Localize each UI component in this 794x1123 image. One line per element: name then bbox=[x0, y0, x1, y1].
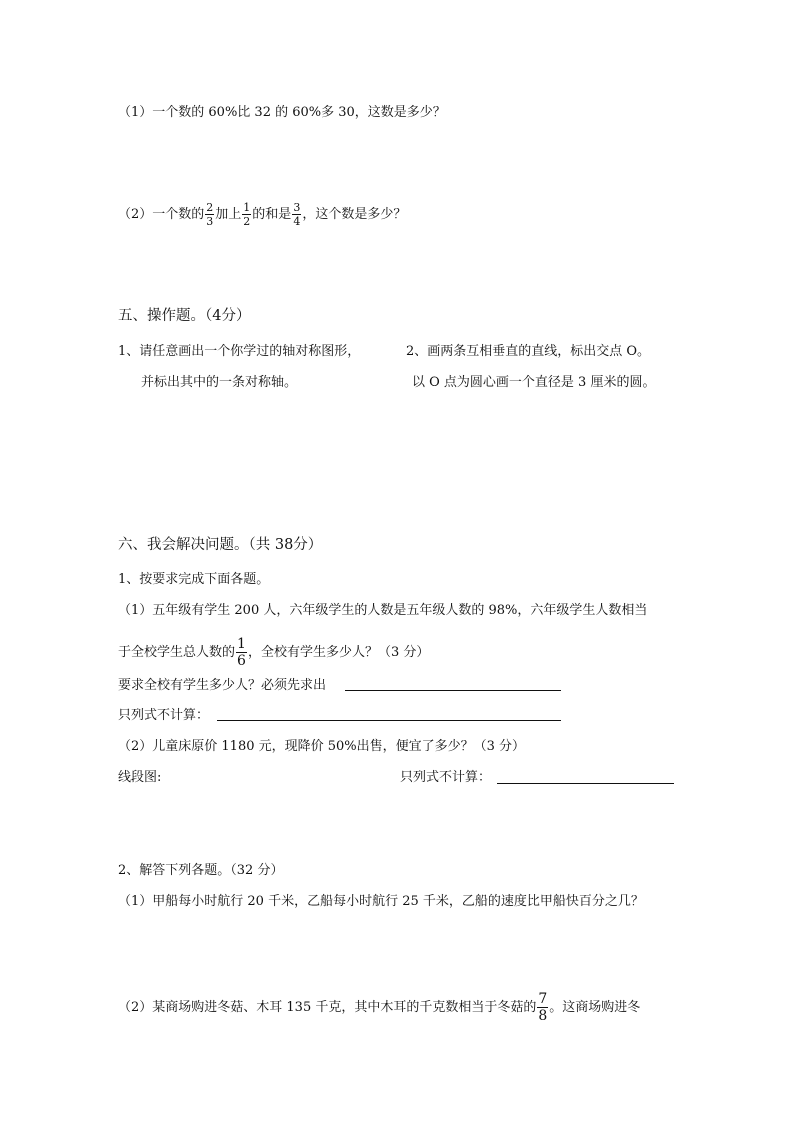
answer-blank-formula-2[interactable] bbox=[497, 783, 674, 784]
q4-item-2-mid2: 的和是 bbox=[252, 207, 292, 222]
section-6-part2-q1: （1）甲船每小时航行 20 千米，乙船每小时航行 25 千米，乙船的速度比甲船快百分之几？ bbox=[118, 894, 644, 909]
prompt-formula-only: 只列式不计算： bbox=[118, 708, 210, 723]
q4-item-2-prefix: （2）一个数的 bbox=[118, 207, 205, 222]
section-6-part1-q1-line2 bbox=[118, 637, 429, 668]
section-5-q2-line1: 2、画两条互相垂直的直线，标出交点 O。 bbox=[406, 344, 651, 359]
fraction-denominator: 4 bbox=[293, 215, 301, 228]
q4-item-1: （1）一个数的 60%比 32 的 60%多 30，这数是多少？ bbox=[118, 105, 446, 120]
part2-q2-prefix: （2）某商场购进冬菇、木耳 135 千克，其中木耳的千克数相当于冬菇的 bbox=[118, 1000, 537, 1015]
section-6-part1-title: 1、按要求完成下面各题。 bbox=[118, 572, 270, 587]
line-diagram-label: 线段图: bbox=[118, 770, 162, 785]
q4-item-2-mid1: 加上 bbox=[215, 207, 242, 222]
fraction-denominator: 2 bbox=[243, 215, 251, 228]
section-6-part2-title: 2、解答下列各题。（32 分） bbox=[118, 863, 284, 878]
section-6-part1-q2: （2）儿童床原价 1180 元，现降价 50%出售，便宜了多少？（3 分） bbox=[118, 739, 526, 754]
part2-q2-suffix: 。这商场购进冬 bbox=[549, 1000, 641, 1015]
section-6-title: 六、我会解决问题。（共 38分） bbox=[118, 537, 323, 553]
section-5-q1-line2: 并标出其中的一条对称轴。 bbox=[141, 375, 298, 390]
fraction-denominator: 6 bbox=[237, 653, 246, 669]
fraction-numerator: 1 bbox=[237, 636, 246, 652]
q4-item-2-suffix: ，这个数是多少？ bbox=[302, 207, 407, 222]
q1-line2-prefix: 于全校学生总人数的 bbox=[118, 645, 236, 660]
section-5-title: 五、操作题。（4分） bbox=[118, 308, 251, 324]
fraction-numerator: 7 bbox=[538, 991, 548, 1007]
q4-item-2 bbox=[118, 202, 406, 227]
fraction-numerator: 2 bbox=[206, 201, 214, 214]
fraction-denominator: 3 bbox=[206, 215, 214, 228]
section-5-q2-line2: 以 O 点为圆心画一个直径是 3 厘米的圆。 bbox=[412, 375, 656, 390]
fraction-numerator: 3 bbox=[293, 201, 301, 214]
fraction-one-half bbox=[242, 202, 251, 227]
prompt-formula-only-2: 只列式不计算： bbox=[400, 770, 492, 785]
fraction-one-sixth bbox=[236, 637, 247, 668]
fraction-denominator: 8 bbox=[538, 1008, 548, 1024]
fraction-two-thirds bbox=[205, 202, 214, 227]
section-5-q1-line1: 1、请任意画出一个你学过的轴对称图形， bbox=[118, 344, 361, 359]
fraction-three-quarters bbox=[292, 202, 301, 227]
q1-line2-suffix: ，全校有学生多少人？（3 分） bbox=[247, 645, 430, 660]
section-6-part2-q2 bbox=[118, 992, 640, 1023]
fraction-numerator: 1 bbox=[243, 201, 251, 214]
prompt-must-first-find: 要求全校有学生多少人？必须先求出 bbox=[118, 678, 327, 693]
fraction-seven-eighths bbox=[537, 992, 548, 1023]
answer-blank-first[interactable] bbox=[345, 690, 561, 691]
answer-blank-formula[interactable] bbox=[217, 720, 561, 721]
section-6-part1-q1-line1: （1）五年级有学生 200 人，六年级学生的人数是五年级人数的 98%，六年级学生人数相当 bbox=[118, 603, 648, 618]
